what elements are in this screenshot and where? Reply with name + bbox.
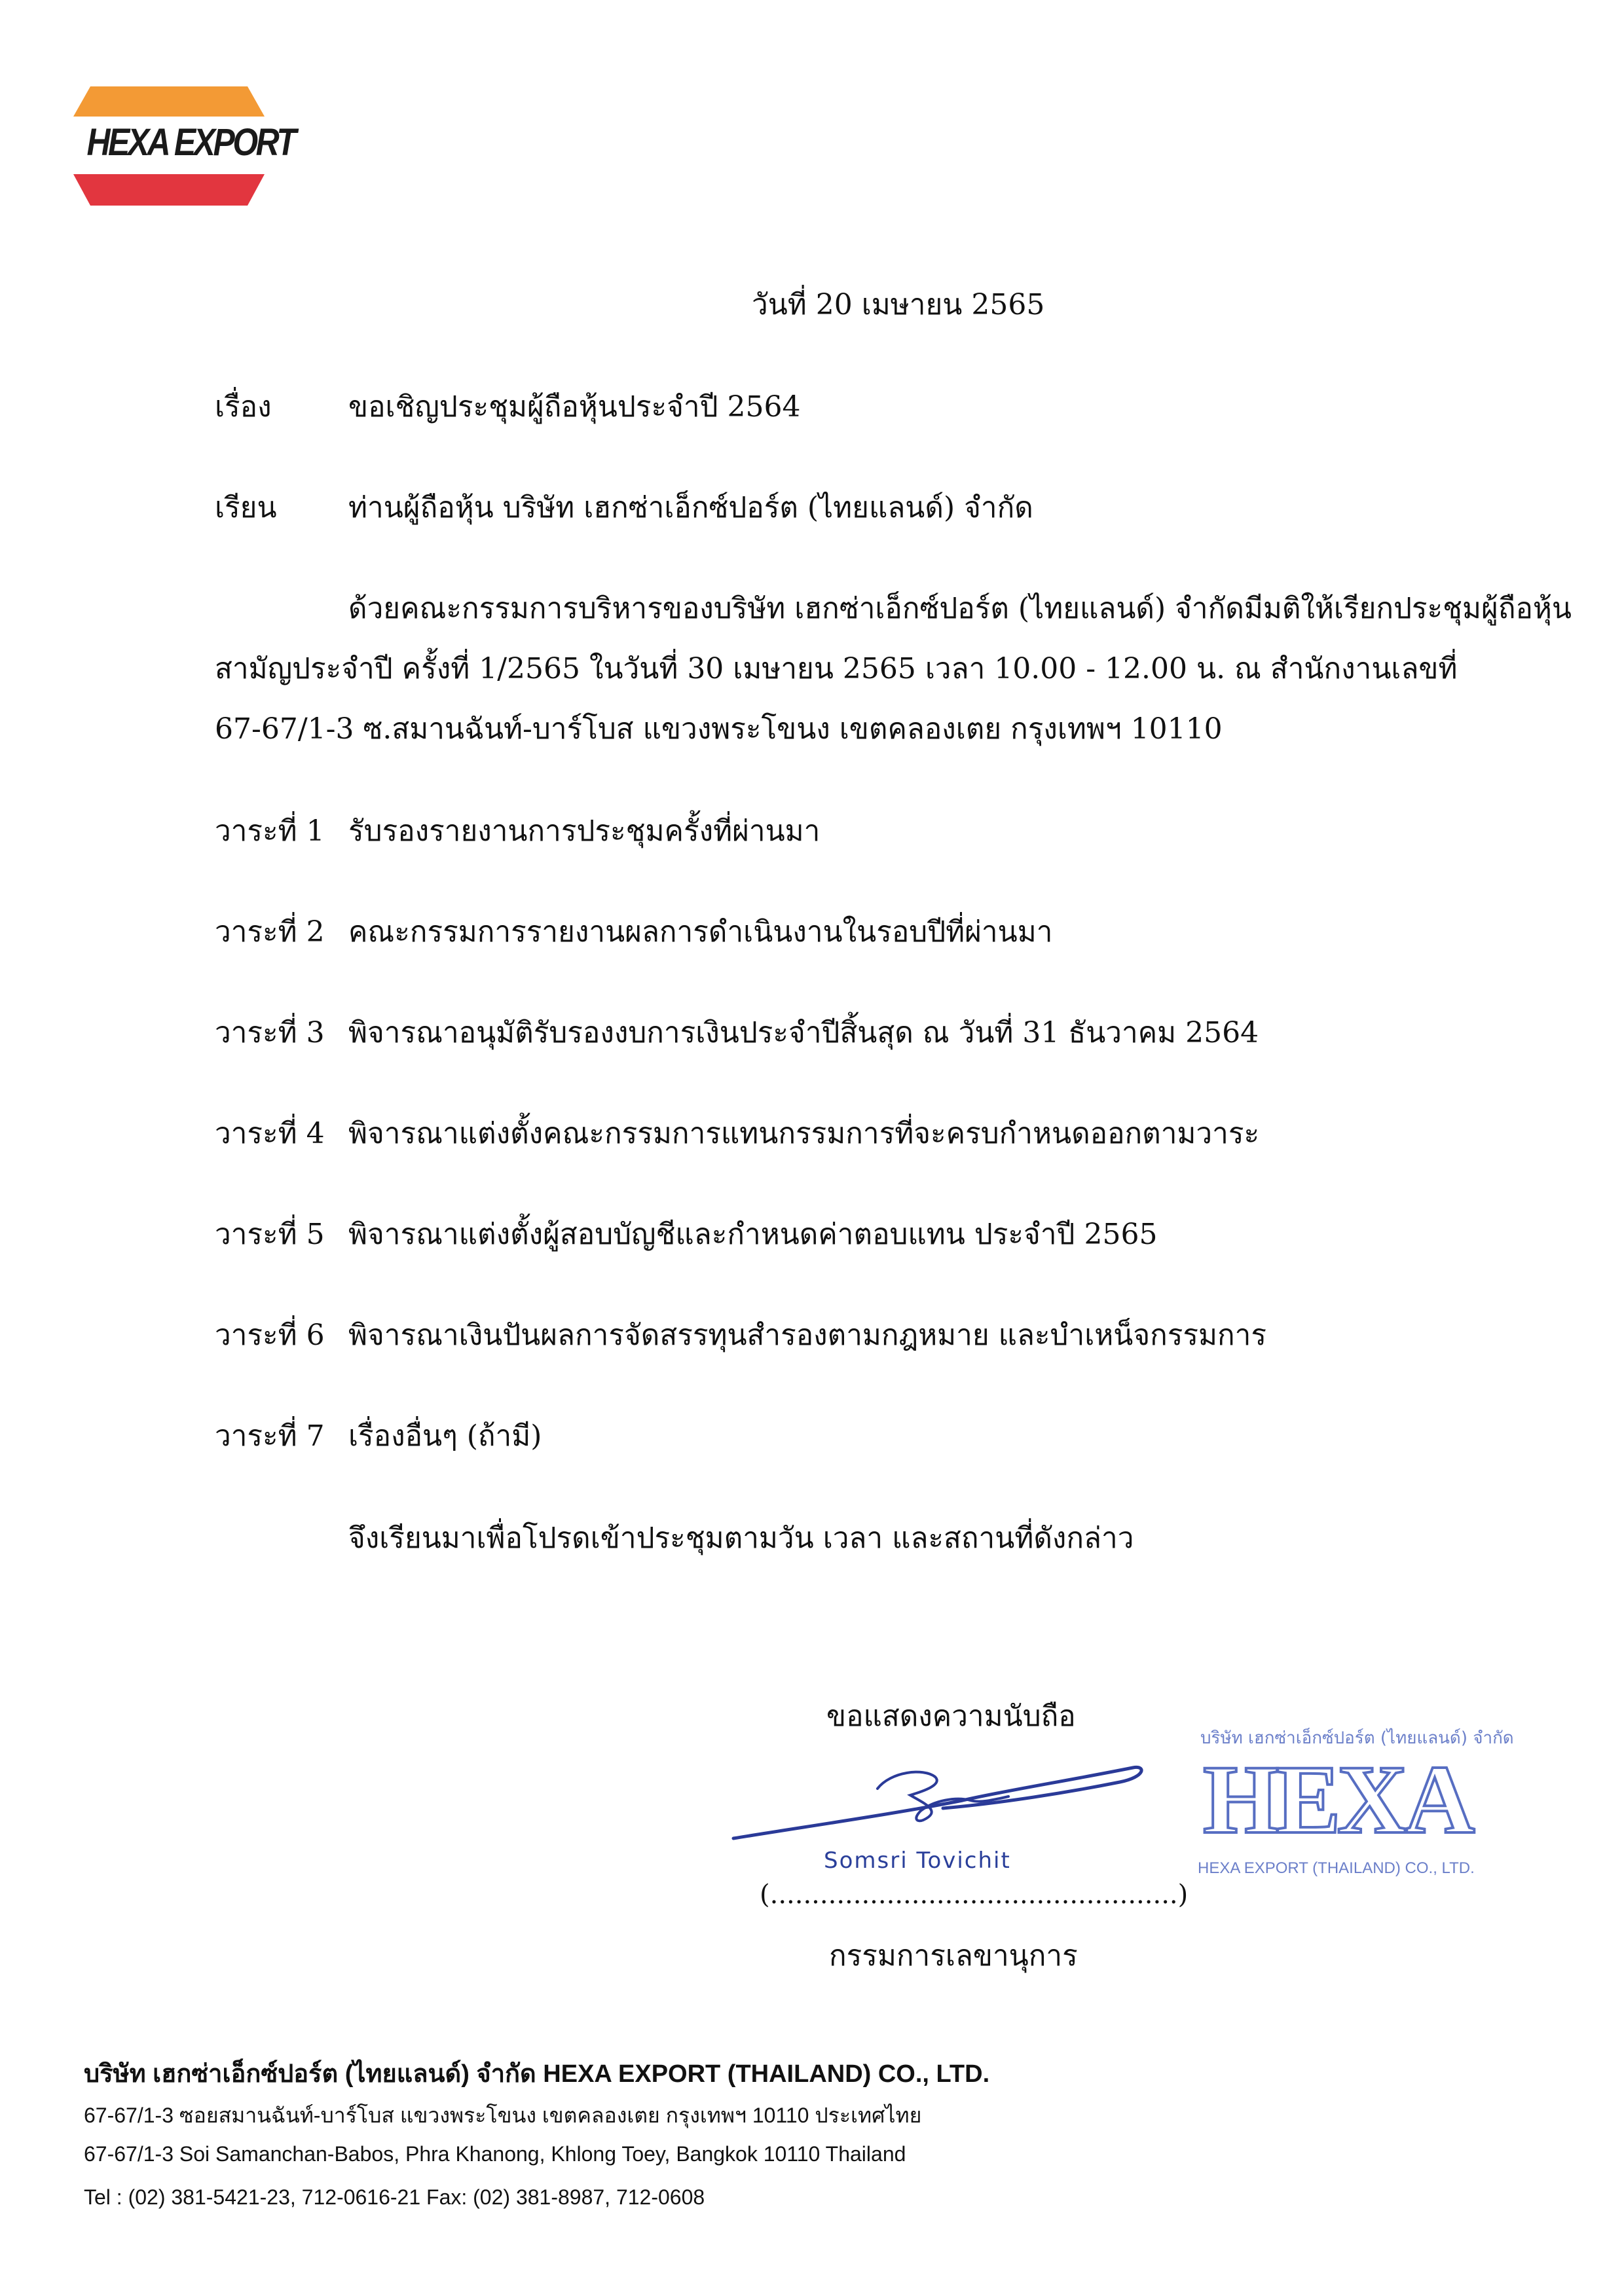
agenda-number: วาระที่ 5 bbox=[215, 1218, 325, 1251]
agenda-item: รับรองรายงานการประชุมครั้งที่ผ่านมา bbox=[348, 814, 821, 848]
regards-text: ขอแสดงความนับถือ bbox=[826, 1700, 1076, 1733]
body-line-1: ด้วยคณะกรรมการบริหารของบริษัท เฮกซ่าเอ็กซ์ปอร์ต (ไทยแลนด์) จำกัดมีมติให้เรียกประชุมผู้ถือหุ้น bbox=[348, 592, 1572, 625]
recipient-text: ท่านผู้ถือหุ้น บริษัท เฮกซ่าเอ็กซ์ปอร์ต (ไทยแลนด์) จำกัด bbox=[348, 491, 1033, 524]
stamp-mark: HEXA bbox=[1203, 1745, 1471, 1854]
agenda-item: พิจารณาแต่งตั้งคณะกรรมการแทนกรรมการที่จะครบกำหนดออกตามวาระ bbox=[348, 1117, 1260, 1150]
company-stamp bbox=[1195, 1715, 1514, 1892]
recipient-label: เรียน bbox=[215, 491, 277, 524]
signer-name: Somsri Tovichit bbox=[824, 1848, 1011, 1874]
agenda-number: วาระที่ 4 bbox=[215, 1117, 325, 1150]
stamp-top-text: บริษัท เฮกซ่าเอ็กซ์ปอร์ต (ไทยแลนด์) จำกัด bbox=[1200, 1728, 1514, 1748]
stamp-bottom-text: HEXA EXPORT (THAILAND) CO., LTD. bbox=[1198, 1859, 1475, 1877]
agenda-number: วาระที่ 7 bbox=[215, 1419, 325, 1453]
closing-line: จึงเรียนมาเพื่อโปรดเข้าประชุมตามวัน เวลา และสถานที่ดังกล่าว bbox=[348, 1522, 1134, 1555]
body-line-3: 67-67/1-3 ซ.สมานฉันท์-บาร์โบส แขวงพระโขนง เขตคลองเตย กรุงเทพฯ 10110 bbox=[215, 712, 1223, 746]
agenda-number: วาระที่ 3 bbox=[215, 1016, 325, 1049]
subject-text: ขอเชิญประชุมผู้ถือหุ้นประจำปี 2564 bbox=[348, 390, 801, 424]
agenda-item: คณะกรรมการรายงานผลการดำเนินงานในรอบปีที่ผ่านมา bbox=[348, 915, 1053, 949]
agenda-item: เรื่องอื่นๆ (ถ้ามี) bbox=[348, 1419, 542, 1453]
footer-address-th: 67-67/1-3 ซอยสมานฉันท์-บาร์โบส แขวงพระโขนง เขตคลองเตย กรุงเทพฯ 10110 ประเทศไทย bbox=[84, 2104, 922, 2127]
agenda-number: วาระที่ 1 bbox=[215, 814, 325, 848]
footer-company: บริษัท เฮกซ่าเอ็กซ์ปอร์ต (ไทยแลนด์) จำกัด HEXA EXPORT (THAILAND) CO., LTD. bbox=[84, 2060, 990, 2088]
agenda-item: พิจารณาเงินปันผลการจัดสรรทุนสำรองตามกฎหมาย และบำเหน็จกรรมการ bbox=[348, 1319, 1266, 1352]
body-line-2: สามัญประจำปี ครั้งที่ 1/2565 ในวันที่ 30 เมษายน 2565 เวลา 10.00 - 12.00 น. ณ สำนักงานเลขที่ bbox=[215, 652, 1458, 685]
signature-blank-line: (.................................................) bbox=[760, 1880, 1189, 1910]
logo-wordmark: HEXA EXPORT bbox=[86, 121, 295, 164]
agenda-item: พิจารณาอนุมัติรับรองงบการเงินประจำปีสิ้นสุด ณ วันที่ 31 ธันวาคม 2564 bbox=[348, 1016, 1259, 1049]
letter-date: วันที่ 20 เมษายน 2565 bbox=[752, 288, 1045, 321]
agenda-item: พิจารณาแต่งตั้งผู้สอบบัญชีและกำหนดค่าตอบแทน ประจำปี 2565 bbox=[348, 1218, 1158, 1251]
agenda-number: วาระที่ 6 bbox=[215, 1319, 325, 1352]
footer-contact: Tel : (02) 381-5421-23, 712-0616-21 Fax: (02) 381-8987, 712-0608 bbox=[84, 2185, 705, 2209]
signer-position: กรรมการเลขานุการ bbox=[829, 1939, 1078, 1973]
company-logo bbox=[73, 86, 295, 206]
footer-address-en: 67-67/1-3 Soi Samanchan-Babos, Phra Khanong, Khlong Toey, Bangkok 10110 Thailand bbox=[84, 2142, 906, 2166]
subject-label: เรื่อง bbox=[215, 390, 272, 424]
agenda-number: วาระที่ 2 bbox=[215, 915, 325, 949]
handwritten-signature bbox=[727, 1748, 1153, 1846]
